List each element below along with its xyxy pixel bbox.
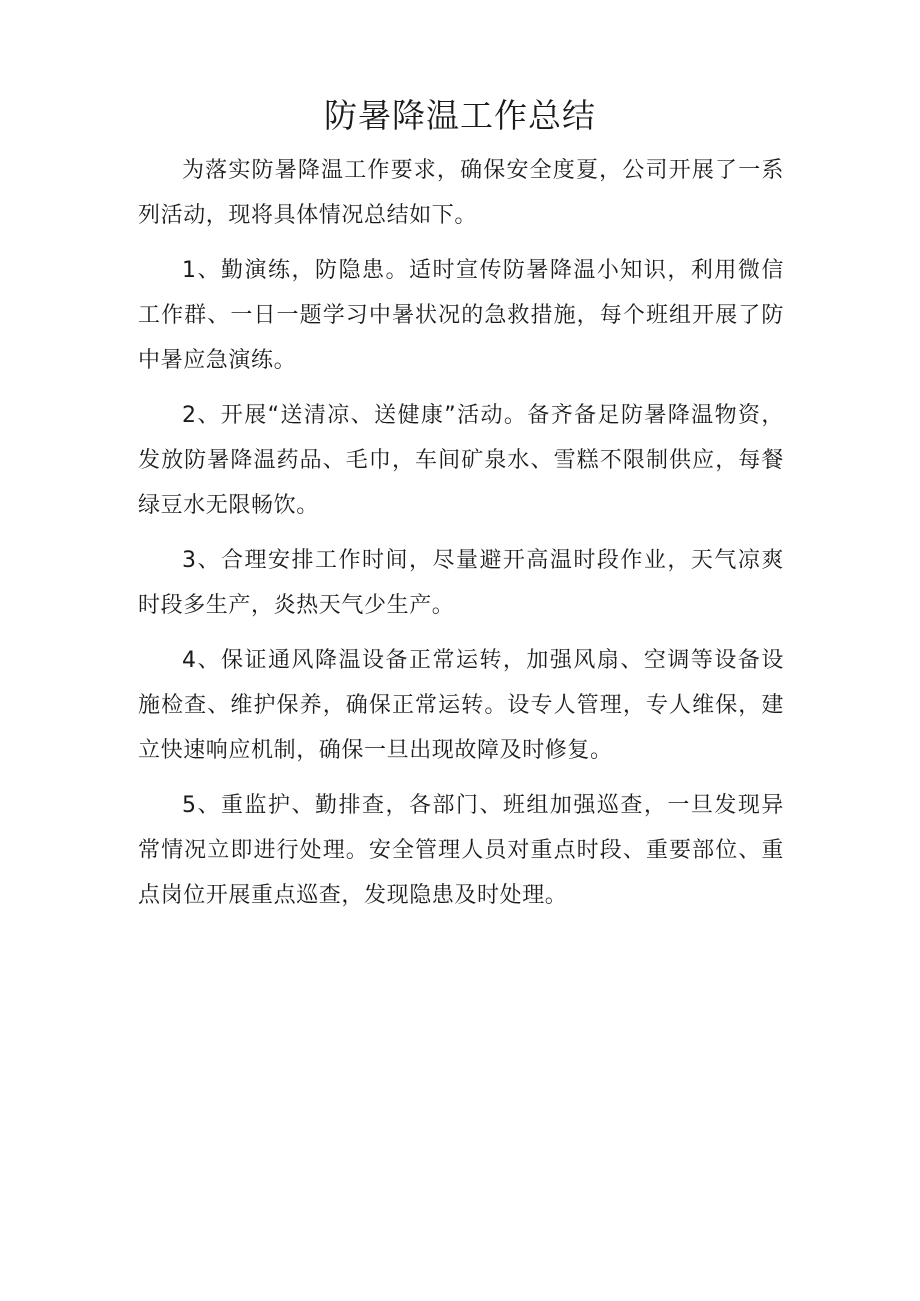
paragraph-intro: 为落实防暑降温工作要求，确保安全度夏，公司开展了一系列活动，现将具体情况总结如下。 [138, 158, 784, 228]
paragraph-item-4: 4、保证通风降温设备正常运转，加强风扇、空调等设备设施检查、维护保养，确保正常运转。设专人管理，专人维保，建立快速响应机制，确保一旦出现故障及时修复。 [138, 648, 784, 763]
document-body [138, 148, 784, 928]
paragraph-item-5: 5、重监护、勤排查，各部门、班组加强巡查，一旦发现异常情况立即进行处理。安全管理人员对重点时段、重要部位、重点岗位开展重点巡查，发现隐患及时处理。 [138, 793, 784, 908]
document-title: 防暑降温工作总结 [324, 96, 596, 135]
paragraph-item-1: 1、勤演练，防隐患。适时宣传防暑降温小知识，利用微信工作群、一日一题学习中暑状况的急救措施，每个班组开展了防中暑应急演练。 [138, 258, 784, 373]
paragraph-item-2: 2、开展“送清凉、送健康”活动。备齐备足防暑降温物资，发放防暑降温药品、毛巾，车间矿泉水、雪糕不限制供应，每餐绿豆水无限畅饮。 [138, 403, 784, 518]
paragraph-item-3: 3、合理安排工作时间，尽量避开高温时段作业，天气凉爽时段多生产，炎热天气少生产。 [138, 548, 784, 618]
